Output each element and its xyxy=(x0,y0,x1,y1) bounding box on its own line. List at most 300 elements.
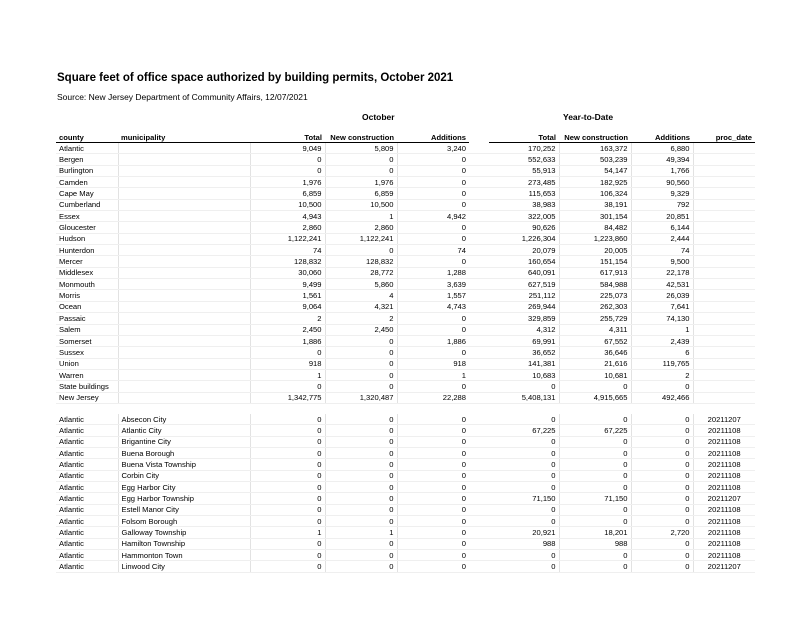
table-cell xyxy=(118,358,250,369)
table-cell: Atlantic xyxy=(56,414,118,425)
table-row xyxy=(56,335,755,346)
table-cell: 0 xyxy=(250,550,325,561)
table-cell: 0 xyxy=(250,436,325,447)
table-row xyxy=(56,324,755,335)
table-cell: 0 xyxy=(397,165,469,176)
table-row xyxy=(56,392,755,403)
table-row xyxy=(56,199,755,210)
table-cell: Buena Vista Township xyxy=(118,459,250,470)
table-cell xyxy=(118,211,250,222)
table-cell: 0 xyxy=(325,335,397,346)
table-cell xyxy=(693,233,755,244)
table-cell: 5,809 xyxy=(325,143,397,154)
table-cell: Atlantic xyxy=(56,447,118,458)
ytd-group-header: Year-to-Date xyxy=(563,112,614,122)
table-cell: 627,519 xyxy=(489,279,559,290)
table-cell: 0 xyxy=(559,516,631,527)
table-cell: 0 xyxy=(631,381,693,392)
table-cell: 262,303 xyxy=(559,301,631,312)
table-cell: 0 xyxy=(397,481,469,492)
table-cell: 36,646 xyxy=(559,347,631,358)
table-cell: Morris xyxy=(56,290,118,301)
table-row xyxy=(56,188,755,199)
gap-cell xyxy=(469,267,489,278)
table-cell: 0 xyxy=(559,504,631,515)
table-cell: 55,913 xyxy=(489,165,559,176)
table-cell: Atlantic xyxy=(56,493,118,504)
table-cell xyxy=(118,267,250,278)
table-row xyxy=(56,267,755,278)
table-cell: Atlantic xyxy=(56,504,118,515)
table-cell: 0 xyxy=(397,199,469,210)
table-cell: 0 xyxy=(397,222,469,233)
table-cell: 0 xyxy=(631,481,693,492)
table-row xyxy=(56,493,755,504)
table-cell: Somerset xyxy=(56,335,118,346)
table-cell: 20211108 xyxy=(693,550,755,561)
table-cell: Hammonton Town xyxy=(118,550,250,561)
table-cell xyxy=(693,392,755,403)
table-cell: 792 xyxy=(631,199,693,210)
gap-cell xyxy=(469,358,489,369)
table-cell xyxy=(693,358,755,369)
table-cell: 0 xyxy=(250,493,325,504)
table-cell: Folsom Borough xyxy=(118,516,250,527)
col-ytd-total: Total xyxy=(489,133,559,143)
table-cell: 74 xyxy=(397,245,469,256)
table-cell xyxy=(118,369,250,380)
table-row xyxy=(56,154,755,165)
table-cell: 1,976 xyxy=(250,177,325,188)
table-cell: 0 xyxy=(325,504,397,515)
table-cell: 0 xyxy=(325,154,397,165)
table-cell: 301,154 xyxy=(559,211,631,222)
table-cell: 0 xyxy=(559,550,631,561)
table-cell: 71,150 xyxy=(489,493,559,504)
table-cell: 1,122,241 xyxy=(325,233,397,244)
table-cell xyxy=(693,290,755,301)
table-cell xyxy=(693,256,755,267)
table-cell: 4,321 xyxy=(325,301,397,312)
table-cell: Burlington xyxy=(56,165,118,176)
table-cell: Union xyxy=(56,358,118,369)
table-cell: 0 xyxy=(397,504,469,515)
table-cell: 225,073 xyxy=(559,290,631,301)
table-cell: 0 xyxy=(489,550,559,561)
gap-cell xyxy=(469,493,489,504)
table-cell: 128,832 xyxy=(250,256,325,267)
table-cell: 20211207 xyxy=(693,493,755,504)
table-row xyxy=(56,381,755,392)
table-row xyxy=(56,516,755,527)
table-cell: 0 xyxy=(397,538,469,549)
table-row xyxy=(56,436,755,447)
table-cell: 0 xyxy=(250,538,325,549)
table-cell: 0 xyxy=(489,436,559,447)
gap-cell xyxy=(469,279,489,290)
table-cell: 0 xyxy=(250,425,325,436)
table-row xyxy=(56,550,755,561)
table-cell xyxy=(693,369,755,380)
table-cell: Atlantic xyxy=(56,481,118,492)
table-cell: 0 xyxy=(250,381,325,392)
gap-cell xyxy=(469,538,489,549)
table-cell: Salem xyxy=(56,324,118,335)
table-cell: 20211108 xyxy=(693,447,755,458)
table-cell xyxy=(693,279,755,290)
col-county: county xyxy=(56,133,118,143)
table-cell: 20,079 xyxy=(489,245,559,256)
table-cell: Passaic xyxy=(56,313,118,324)
table-cell: 552,633 xyxy=(489,154,559,165)
table-cell: 20211108 xyxy=(693,425,755,436)
table-row xyxy=(56,245,755,256)
table-cell: 2,444 xyxy=(631,233,693,244)
table-cell: 0 xyxy=(631,561,693,572)
table-cell: 9,500 xyxy=(631,256,693,267)
table-cell: 74,130 xyxy=(631,313,693,324)
table-cell: 4,943 xyxy=(250,211,325,222)
table-cell xyxy=(118,347,250,358)
table-cell: 0 xyxy=(559,447,631,458)
table-cell: 20211108 xyxy=(693,504,755,515)
table-cell: Cumberland xyxy=(56,199,118,210)
table-cell xyxy=(693,324,755,335)
table-cell: 6,859 xyxy=(325,188,397,199)
gap-cell xyxy=(469,290,489,301)
table-cell: 2 xyxy=(250,313,325,324)
table-row xyxy=(56,358,755,369)
col-oct-new-construction: New construction xyxy=(325,133,397,143)
table-cell: 0 xyxy=(250,347,325,358)
table-cell: 0 xyxy=(397,188,469,199)
table-cell: 0 xyxy=(631,538,693,549)
table-cell: 492,466 xyxy=(631,392,693,403)
table-cell: 0 xyxy=(250,459,325,470)
table-cell: 38,191 xyxy=(559,199,631,210)
table-cell: 2,860 xyxy=(250,222,325,233)
table-cell: 0 xyxy=(250,470,325,481)
table-cell: 5,860 xyxy=(325,279,397,290)
table-cell: 20,921 xyxy=(489,527,559,538)
gap-cell xyxy=(469,527,489,538)
table-cell: Atlantic xyxy=(56,527,118,538)
table-cell: 0 xyxy=(397,527,469,538)
table-cell: 30,060 xyxy=(250,267,325,278)
table-cell: 0 xyxy=(559,381,631,392)
col-ytd-additions: Additions xyxy=(631,133,693,143)
table-cell: 0 xyxy=(325,425,397,436)
table-cell: Atlantic xyxy=(56,436,118,447)
table-cell: 0 xyxy=(325,516,397,527)
table-cell: 21,616 xyxy=(559,358,631,369)
col-municipality: municipality xyxy=(118,133,250,143)
table-cell: Atlantic xyxy=(56,459,118,470)
table-cell: 10,681 xyxy=(559,369,631,380)
table-cell xyxy=(118,279,250,290)
table-cell: 9,064 xyxy=(250,301,325,312)
table-cell: 4 xyxy=(325,290,397,301)
table-cell: 0 xyxy=(631,516,693,527)
gap-cell xyxy=(469,392,489,403)
table-cell: 20211207 xyxy=(693,414,755,425)
gap-cell xyxy=(469,301,489,312)
table-cell xyxy=(693,199,755,210)
gap-cell xyxy=(469,256,489,267)
table-cell: 0 xyxy=(631,447,693,458)
table-cell: Essex xyxy=(56,211,118,222)
table-cell: Atlantic City xyxy=(118,425,250,436)
table-cell: 0 xyxy=(325,493,397,504)
table-cell: Corbin City xyxy=(118,470,250,481)
column-header-row xyxy=(56,133,755,143)
table-cell: 6,144 xyxy=(631,222,693,233)
table-cell: 1,223,860 xyxy=(559,233,631,244)
gap-cell xyxy=(469,177,489,188)
table-cell: 1,342,775 xyxy=(250,392,325,403)
table-cell xyxy=(118,143,250,154)
table-cell: 128,832 xyxy=(325,256,397,267)
table-cell: Monmouth xyxy=(56,279,118,290)
table-cell: 20211108 xyxy=(693,481,755,492)
table-cell: 0 xyxy=(397,154,469,165)
table-cell: 0 xyxy=(325,381,397,392)
table-cell: 0 xyxy=(631,504,693,515)
table-cell xyxy=(693,188,755,199)
table-cell: 6 xyxy=(631,347,693,358)
table-row xyxy=(56,211,755,222)
table-cell: Atlantic xyxy=(56,538,118,549)
table-cell xyxy=(693,177,755,188)
table-cell: 119,765 xyxy=(631,358,693,369)
table-row xyxy=(56,143,755,154)
table-cell xyxy=(118,177,250,188)
table-cell: 106,324 xyxy=(559,188,631,199)
table-cell: 0 xyxy=(325,459,397,470)
table-cell xyxy=(118,222,250,233)
table-cell xyxy=(693,154,755,165)
table-cell: 20211108 xyxy=(693,527,755,538)
table-cell: 26,039 xyxy=(631,290,693,301)
table-cell: 988 xyxy=(489,538,559,549)
table-cell: 2,720 xyxy=(631,527,693,538)
table-cell: Sussex xyxy=(56,347,118,358)
table-cell: 67,225 xyxy=(559,425,631,436)
table-cell: Egg Harbor City xyxy=(118,481,250,492)
table-cell: 1,288 xyxy=(397,267,469,278)
table-row xyxy=(56,313,755,324)
table-cell: 255,729 xyxy=(559,313,631,324)
table-cell: 10,500 xyxy=(250,199,325,210)
table-cell: 0 xyxy=(397,425,469,436)
gap-cell xyxy=(469,369,489,380)
table-cell: 20211207 xyxy=(693,561,755,572)
gap-cell xyxy=(469,414,489,425)
table-cell: 0 xyxy=(325,369,397,380)
table-cell: 182,925 xyxy=(559,177,631,188)
table-cell xyxy=(118,188,250,199)
table-cell: 0 xyxy=(397,256,469,267)
table-cell: 7,641 xyxy=(631,301,693,312)
table-row xyxy=(56,538,755,549)
table-cell: 1,320,487 xyxy=(325,392,397,403)
table-cell: Brigantine City xyxy=(118,436,250,447)
table-row xyxy=(56,561,755,572)
table-cell: 918 xyxy=(250,358,325,369)
gap-cell xyxy=(469,211,489,222)
gap-cell xyxy=(469,154,489,165)
table-cell: 0 xyxy=(489,414,559,425)
table-cell: 20211108 xyxy=(693,470,755,481)
table-cell: 115,653 xyxy=(489,188,559,199)
table-cell xyxy=(118,256,250,267)
section-spacer xyxy=(56,403,755,414)
table-cell: 4,743 xyxy=(397,301,469,312)
gap-cell xyxy=(469,335,489,346)
table-cell: Absecon City xyxy=(118,414,250,425)
table-cell xyxy=(118,233,250,244)
table-cell: 20,005 xyxy=(559,245,631,256)
table-cell: 1 xyxy=(250,527,325,538)
table-cell: 1,976 xyxy=(325,177,397,188)
table-cell xyxy=(118,199,250,210)
table-cell: 54,147 xyxy=(559,165,631,176)
table-cell: 0 xyxy=(325,347,397,358)
table-cell: 0 xyxy=(631,436,693,447)
col-oct-additions: Additions xyxy=(397,133,469,143)
table-cell: Cape May xyxy=(56,188,118,199)
table-cell: 67,225 xyxy=(489,425,559,436)
table-row xyxy=(56,447,755,458)
table-cell: 0 xyxy=(250,165,325,176)
gap-cell xyxy=(469,481,489,492)
table-cell: Mercer xyxy=(56,256,118,267)
table-cell xyxy=(693,313,755,324)
table-cell: 0 xyxy=(631,459,693,470)
table-cell: Atlantic xyxy=(56,516,118,527)
table-cell: 20211108 xyxy=(693,516,755,527)
table-cell xyxy=(693,222,755,233)
table-cell: 20211108 xyxy=(693,436,755,447)
table-cell: Ocean xyxy=(56,301,118,312)
table-cell xyxy=(693,381,755,392)
table-cell: Hamilton Township xyxy=(118,538,250,549)
table-cell: 74 xyxy=(250,245,325,256)
table-row xyxy=(56,470,755,481)
table-cell: 0 xyxy=(631,550,693,561)
table-cell: 0 xyxy=(489,381,559,392)
gap-cell xyxy=(469,447,489,458)
table-cell: 22,178 xyxy=(631,267,693,278)
table-cell: 84,482 xyxy=(559,222,631,233)
table-cell: 10,500 xyxy=(325,199,397,210)
table-cell: 10,683 xyxy=(489,369,559,380)
table-cell: 0 xyxy=(325,550,397,561)
table-cell: 0 xyxy=(325,538,397,549)
table-cell: 22,288 xyxy=(397,392,469,403)
table-cell: 503,239 xyxy=(559,154,631,165)
table-cell xyxy=(118,392,250,403)
table-cell: 0 xyxy=(325,447,397,458)
table-cell: 69,991 xyxy=(489,335,559,346)
table-cell: 20211108 xyxy=(693,538,755,549)
table-cell: 0 xyxy=(250,447,325,458)
table-cell: 9,049 xyxy=(250,143,325,154)
table-cell: Estell Manor City xyxy=(118,504,250,515)
table-cell: 0 xyxy=(397,550,469,561)
gap-cell xyxy=(469,324,489,335)
table-cell: Atlantic xyxy=(56,143,118,154)
table-cell: 2,450 xyxy=(325,324,397,335)
table-cell: 0 xyxy=(325,470,397,481)
table-cell: 1 xyxy=(397,369,469,380)
table-cell: 4,915,665 xyxy=(559,392,631,403)
table-cell: Warren xyxy=(56,369,118,380)
table-cell: 0 xyxy=(397,459,469,470)
table-cell: 617,913 xyxy=(559,267,631,278)
table-cell: 0 xyxy=(250,516,325,527)
table-cell: 0 xyxy=(397,414,469,425)
table-cell: 0 xyxy=(397,324,469,335)
table-row xyxy=(56,256,755,267)
table-cell: 0 xyxy=(325,358,397,369)
gap-cell xyxy=(469,459,489,470)
october-group-header: October xyxy=(362,112,395,122)
table-cell: 0 xyxy=(325,165,397,176)
table-row xyxy=(56,369,755,380)
report-title: Square feet of office space authorized by building permits, October 2021 xyxy=(57,72,454,84)
table-cell: Gloucester xyxy=(56,222,118,233)
table-cell: 0 xyxy=(325,436,397,447)
table-cell: 90,626 xyxy=(489,222,559,233)
table-cell: 74 xyxy=(631,245,693,256)
table-cell xyxy=(118,335,250,346)
table-cell: Middlesex xyxy=(56,267,118,278)
table-cell: Atlantic xyxy=(56,561,118,572)
table-cell: 0 xyxy=(397,313,469,324)
table-cell: Camden xyxy=(56,177,118,188)
gap-cell xyxy=(469,245,489,256)
gap-cell xyxy=(469,470,489,481)
table-row xyxy=(56,301,755,312)
table-cell: 6,859 xyxy=(250,188,325,199)
table-row xyxy=(56,527,755,538)
table-cell xyxy=(693,267,755,278)
table-cell: Linwood City xyxy=(118,561,250,572)
table-cell: 1,886 xyxy=(397,335,469,346)
table-cell: 1,886 xyxy=(250,335,325,346)
table-cell: 4,311 xyxy=(559,324,631,335)
table-cell: 38,983 xyxy=(489,199,559,210)
table-row xyxy=(56,504,755,515)
col-proc-date: proc_date xyxy=(693,133,755,143)
table-row xyxy=(56,290,755,301)
table-cell: 1 xyxy=(250,369,325,380)
table-cell: New Jersey xyxy=(56,392,118,403)
table-cell xyxy=(118,165,250,176)
table-cell: 0 xyxy=(397,493,469,504)
table-cell: Bergen xyxy=(56,154,118,165)
table-cell: 0 xyxy=(325,414,397,425)
table-cell: 49,394 xyxy=(631,154,693,165)
table-cell: 1,561 xyxy=(250,290,325,301)
table-cell: 0 xyxy=(489,447,559,458)
table-cell: 1 xyxy=(325,211,397,222)
gap-cell xyxy=(469,313,489,324)
table-cell: 5,408,131 xyxy=(489,392,559,403)
table-cell: 2,860 xyxy=(325,222,397,233)
table-cell: Hunterdon xyxy=(56,245,118,256)
